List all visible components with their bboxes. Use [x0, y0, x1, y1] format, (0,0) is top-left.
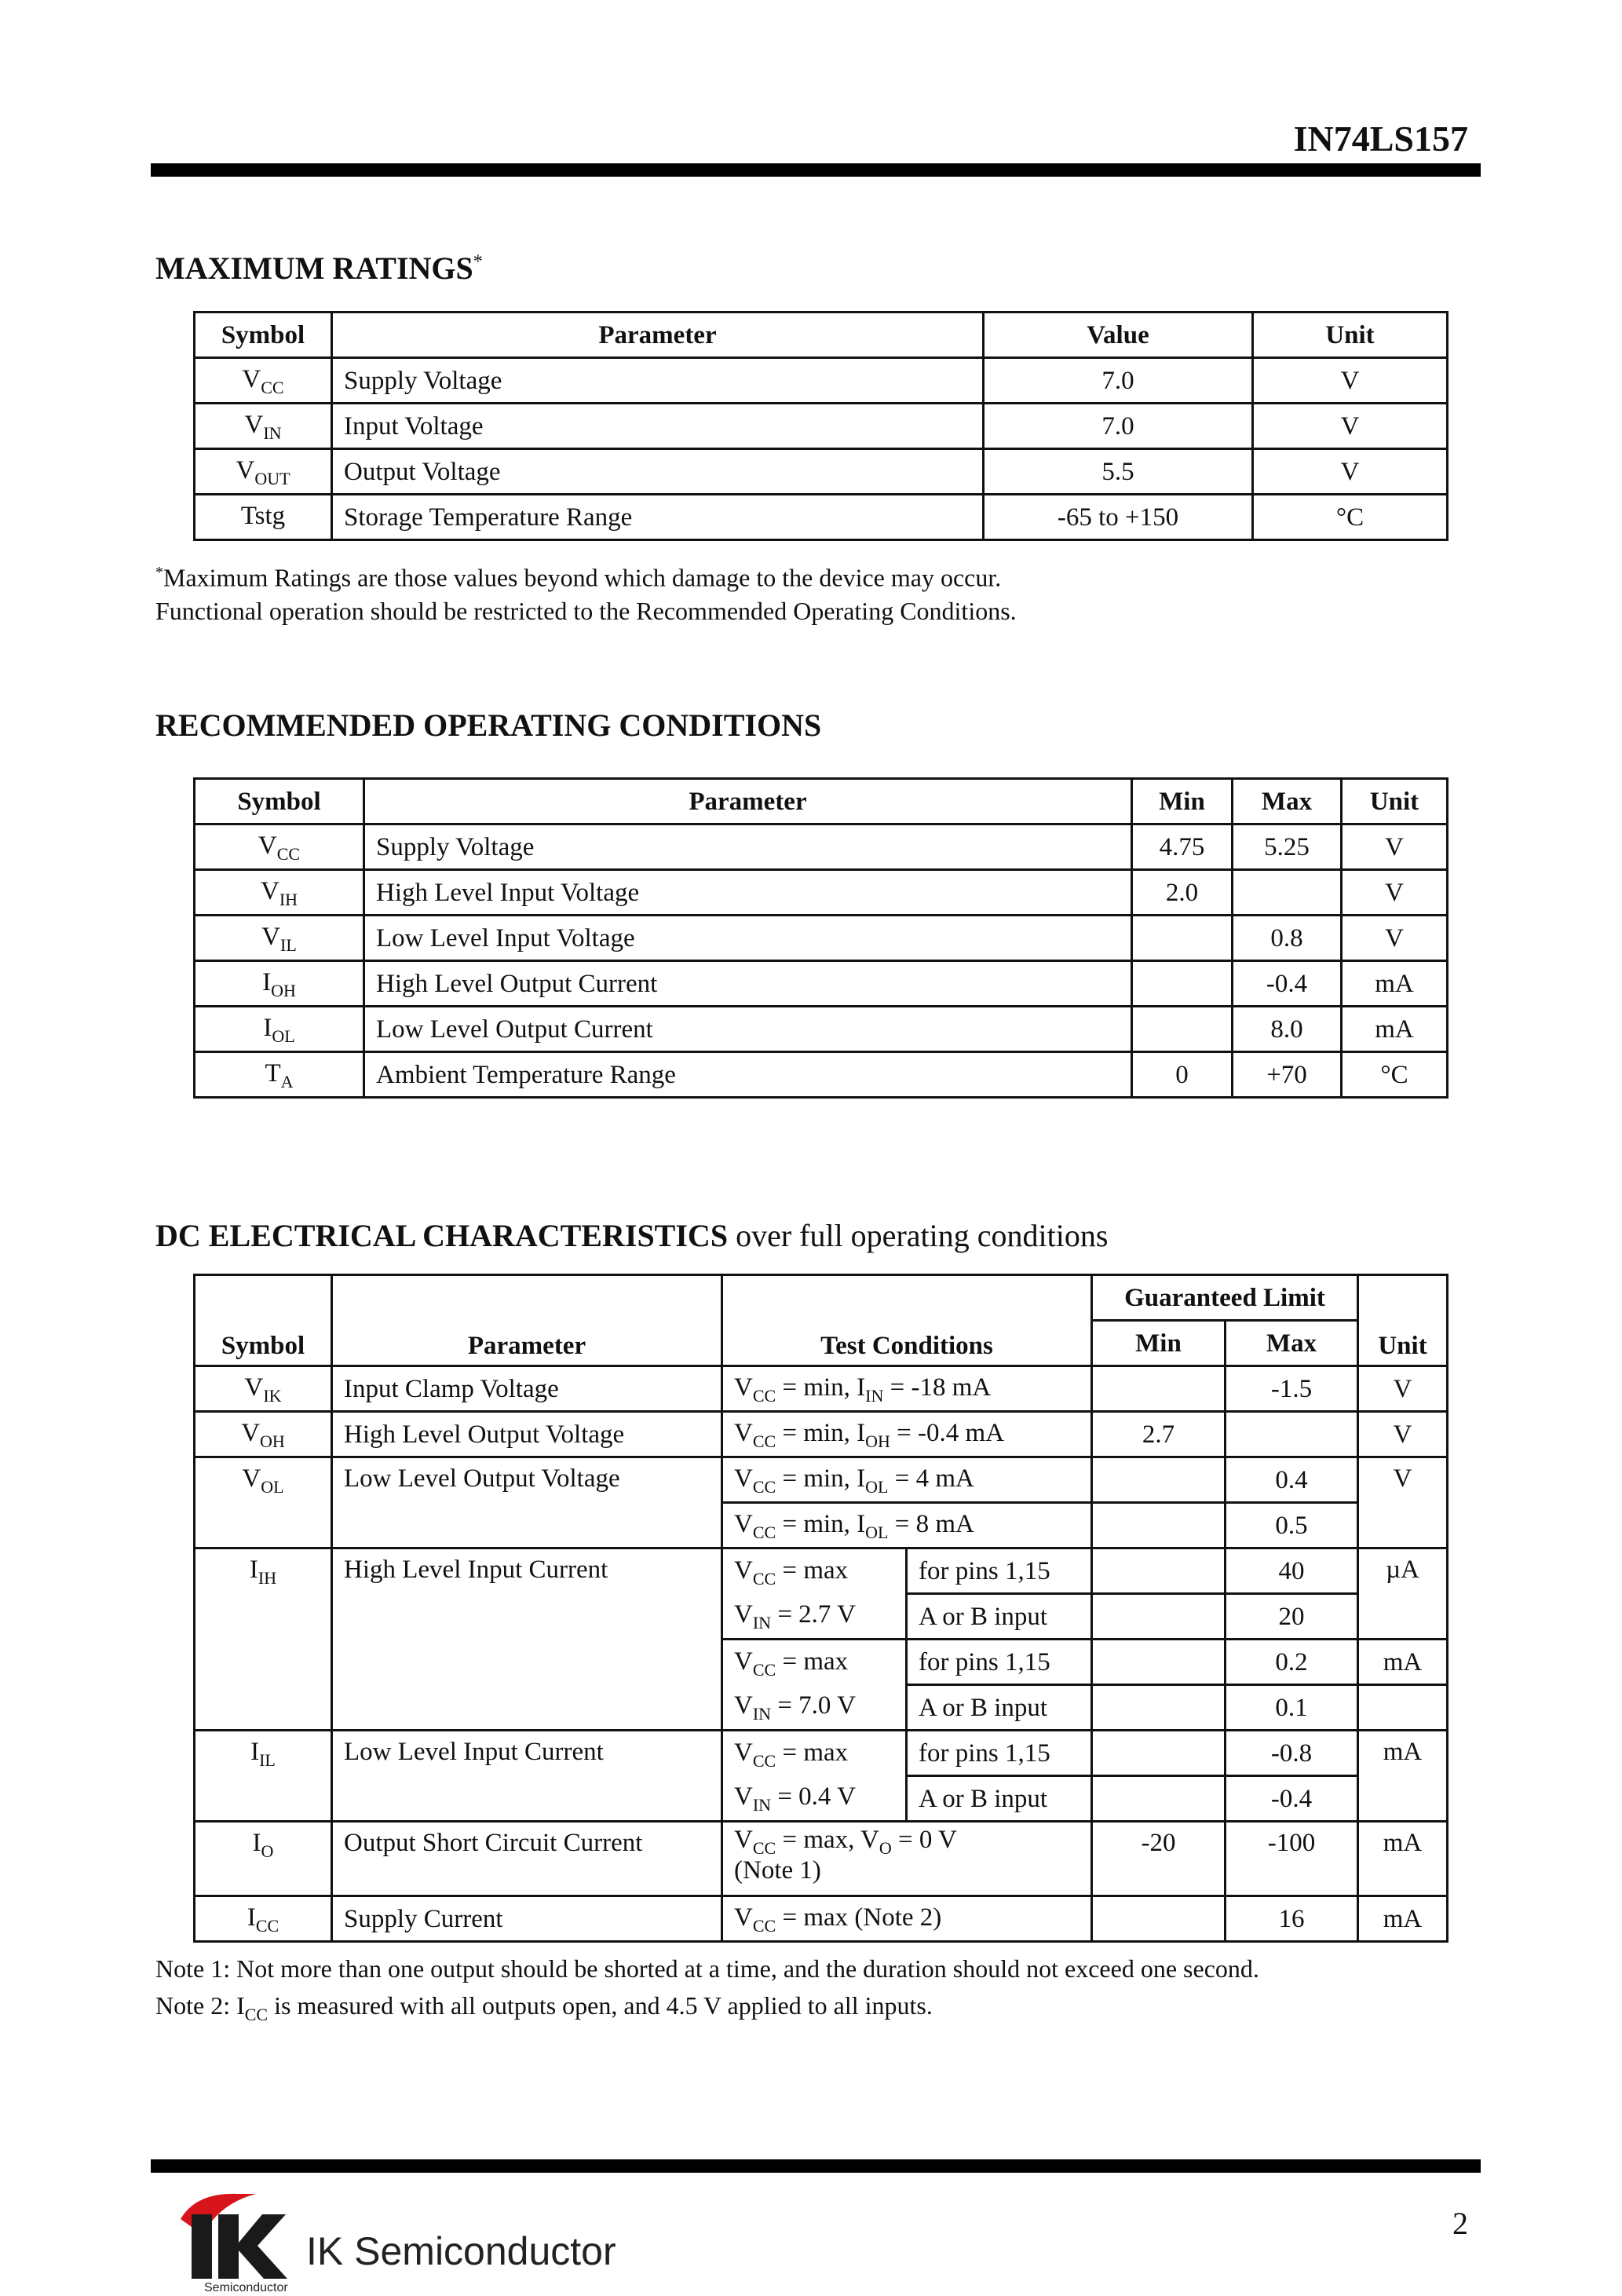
col-header-max: Max — [1233, 779, 1342, 824]
col-header-parameter: Parameter — [364, 779, 1132, 824]
table-row — [195, 1731, 1448, 1776]
max-cell: 20 — [1226, 1594, 1358, 1640]
max-cell: -100 — [1226, 1822, 1358, 1896]
unit-cell: mA — [1342, 1007, 1448, 1052]
unit-cell: µA — [1358, 1548, 1448, 1640]
symbol-cell: $V_{OH}$ — [195, 1412, 332, 1457]
test-condition-cell: $V_{CC} = \max$ — [722, 1548, 907, 1594]
min-cell: 2.7 — [1092, 1412, 1226, 1457]
min-cell — [1092, 1366, 1226, 1412]
symbol-cell: $I_{IL}$ — [195, 1731, 332, 1822]
test-condition-cell: $V_{CC} = \min$, $I_{IN} = -18$ mA — [722, 1366, 1092, 1412]
table-row — [195, 870, 1448, 916]
max-cell: -0.8 — [1226, 1731, 1358, 1776]
unit-cell: mA — [1358, 1822, 1448, 1896]
col-header-symbol: Symbol — [195, 1275, 332, 1366]
min-cell — [1092, 1548, 1226, 1594]
min-cell: -20 — [1092, 1822, 1226, 1896]
parameter-cell: High Level Input Voltage — [364, 870, 1132, 916]
max-cell: 0.8 — [1233, 916, 1342, 961]
unit-cell: V — [1358, 1366, 1448, 1412]
max-ratings-title — [155, 250, 483, 287]
pin-condition-cell: for pins 1,15 — [907, 1640, 1092, 1685]
company-logo — [165, 2188, 620, 2294]
col-header-symbol: Symbol — [195, 779, 364, 824]
col-header-symbol: Symbol — [195, 313, 332, 358]
pin-condition-cell: for pins 1,15 — [907, 1731, 1092, 1776]
unit-cell: °C — [1253, 495, 1448, 540]
value-cell: 5.5 — [984, 449, 1253, 495]
test-condition-cell: $V_{CC} = \min$, $I_{OH} = -0.4$ mA — [722, 1412, 1092, 1457]
footnote-line-2: Functional operation should be restricted to the Recommended Operating Conditions. — [155, 596, 1017, 625]
pin-condition-cell: for pins 1,15 — [907, 1548, 1092, 1594]
unit-cell: mA — [1358, 1731, 1448, 1822]
table-row — [195, 1457, 1448, 1503]
symbol-cell: $I_O$ — [195, 1822, 332, 1896]
max-cell: -1.5 — [1226, 1366, 1358, 1412]
dc-title-rest: over full operating conditions — [728, 1218, 1109, 1253]
rec-conditions-title: RECOMMENDED OPERATING CONDITIONS — [155, 707, 822, 743]
pin-condition-cell: A or B input — [907, 1594, 1092, 1640]
unit-cell: V — [1342, 916, 1448, 961]
logo-subtitle: Semiconductor — [204, 2281, 288, 2294]
part-number: IN74LS157 — [1293, 119, 1468, 159]
symbol-cell: $V_{IK}$ — [195, 1366, 332, 1412]
parameter-cell: Low Level Output Voltage — [332, 1457, 722, 1548]
test-condition-cell: $V_{IN} = 7.0$ V — [722, 1685, 907, 1731]
table-row — [195, 404, 1448, 449]
col-header-parameter: Parameter — [332, 1275, 722, 1366]
unit-cell — [1358, 1685, 1448, 1731]
dc-table — [193, 1274, 1448, 1943]
value-cell: 7.0 — [984, 404, 1253, 449]
parameter-cell: Input Clamp Voltage — [332, 1366, 722, 1412]
max-cell: 0.1 — [1226, 1685, 1358, 1731]
parameter-cell: Low Level Output Current — [364, 1007, 1132, 1052]
symbol-cell: $V_{IH}$ — [195, 870, 364, 916]
table-row — [195, 824, 1448, 870]
max-cell: 0.2 — [1226, 1640, 1358, 1685]
symbol-cell: $V_{CC}$ — [195, 824, 364, 870]
ik-logo-icon — [181, 2194, 288, 2294]
col-header-unit: Unit — [1358, 1275, 1448, 1366]
value-cell: 7.0 — [984, 358, 1253, 404]
footer-rule — [151, 2159, 1481, 2173]
parameter-cell: Supply Voltage — [332, 358, 984, 404]
min-cell: 4.75 — [1132, 824, 1233, 870]
test-condition-cell: $V_{CC} = \max$, $V_O = 0$ V (Note 1) — [722, 1822, 1092, 1896]
max-cell: -0.4 — [1226, 1776, 1358, 1822]
table-header-row — [195, 779, 1448, 824]
footnote-line-1: *Maximum Ratings are those values beyond which damage to the device may occur. — [155, 563, 1002, 592]
min-cell — [1092, 1776, 1226, 1822]
col-header-value: Value — [984, 313, 1253, 358]
max-cell — [1233, 870, 1342, 916]
table-row — [195, 358, 1448, 404]
unit-cell: V — [1253, 404, 1448, 449]
max-cell: 16 — [1226, 1896, 1358, 1942]
parameter-cell: Output Voltage — [332, 449, 984, 495]
unit-cell: mA — [1358, 1640, 1448, 1685]
parameter-cell: Ambient Temperature Range — [364, 1052, 1132, 1098]
parameter-cell: Input Voltage — [332, 404, 984, 449]
table-header-row — [195, 313, 1448, 358]
max-cell: 40 — [1226, 1548, 1358, 1594]
logo-text: IK Semiconductor — [306, 2229, 616, 2273]
symbol-cell: $I_{IH}$ — [195, 1548, 332, 1731]
symbol-cell: $V_{CC}$ — [195, 358, 332, 404]
table-row — [195, 1896, 1448, 1942]
table-row — [195, 495, 1448, 540]
symbol-cell: $T_A$ — [195, 1052, 364, 1098]
unit-cell: V — [1358, 1412, 1448, 1457]
table-row — [195, 961, 1448, 1007]
col-header-guaranteed-limit: Guaranteed Limit — [1092, 1275, 1358, 1321]
max-ratings-footnote — [155, 556, 1017, 627]
col-header-unit: Unit — [1342, 779, 1448, 824]
min-cell — [1132, 916, 1233, 961]
symbol-cell: $V_{OL}$ — [195, 1457, 332, 1548]
col-header-parameter: Parameter — [332, 313, 984, 358]
unit-cell: V — [1253, 358, 1448, 404]
max-ratings-table — [193, 311, 1448, 541]
min-cell: 0 — [1132, 1052, 1233, 1098]
min-cell: 2.0 — [1132, 870, 1233, 916]
table-row — [195, 449, 1448, 495]
max-cell: 5.25 — [1233, 824, 1342, 870]
symbol-cell: $I_{CC}$ — [195, 1896, 332, 1942]
min-cell — [1132, 961, 1233, 1007]
min-cell — [1092, 1503, 1226, 1548]
table-row — [195, 1007, 1448, 1052]
test-condition-cell: $V_{CC} = \max$ (Note 2) — [722, 1896, 1092, 1942]
col-header-unit: Unit — [1253, 313, 1448, 358]
dc-title-bold: DC ELECTRICAL CHARACTERISTICS — [155, 1218, 729, 1253]
test-condition-cell: $V_{CC} = \min$, $I_{OL} = 8$ mA — [722, 1503, 1092, 1548]
parameter-cell: Low Level Input Voltage — [364, 916, 1132, 961]
symbol-cell: $I_{OH}$ — [195, 961, 364, 1007]
table-row — [195, 1548, 1448, 1594]
col-header-min: Min — [1132, 779, 1233, 824]
pin-condition-cell: A or B input — [907, 1776, 1092, 1822]
max-cell: 0.5 — [1226, 1503, 1358, 1548]
table-row — [195, 916, 1448, 961]
note-reference: (Note 1) — [734, 1856, 821, 1885]
min-cell — [1092, 1594, 1226, 1640]
parameter-cell: High Level Input Current — [332, 1548, 722, 1731]
parameter-cell: High Level Output Voltage — [332, 1412, 722, 1457]
test-condition-cell: $V_{IN} = 2.7$ V — [722, 1594, 907, 1640]
test-condition-cell: $V_{CC} = \max$ — [722, 1640, 907, 1685]
test-condition-cell: $V_{CC} = \max$ — [722, 1731, 907, 1776]
col-header-max: Max — [1226, 1321, 1358, 1366]
min-cell — [1092, 1457, 1226, 1503]
symbol-cell: $I_{OL}$ — [195, 1007, 364, 1052]
col-header-min: Min — [1092, 1321, 1226, 1366]
symbol-cell: Tstg — [195, 495, 332, 540]
unit-cell: V — [1358, 1457, 1448, 1548]
unit-cell: V — [1342, 870, 1448, 916]
value-cell: -65 to +150 — [984, 495, 1253, 540]
parameter-cell: Supply Voltage — [364, 824, 1132, 870]
rec-conditions-table — [193, 777, 1448, 1099]
min-cell — [1092, 1896, 1226, 1942]
table-row — [195, 1412, 1448, 1457]
table-row — [195, 1052, 1448, 1098]
min-cell — [1092, 1731, 1226, 1776]
symbol-cell: $V_{IN}$ — [195, 404, 332, 449]
parameter-cell: Low Level Input Current — [332, 1731, 722, 1822]
test-condition-cell: $V_{IN} = 0.4$ V — [722, 1776, 907, 1822]
col-header-test-conditions: Test Conditions — [722, 1275, 1092, 1366]
dc-title — [155, 1217, 1108, 1254]
parameter-cell: Output Short Circuit Current — [332, 1822, 722, 1896]
unit-cell: °C — [1342, 1052, 1448, 1098]
header-rule — [151, 163, 1481, 177]
unit-cell: mA — [1358, 1896, 1448, 1942]
min-cell — [1092, 1640, 1226, 1685]
unit-cell: mA — [1342, 961, 1448, 1007]
min-cell — [1132, 1007, 1233, 1052]
max-cell: +70 — [1233, 1052, 1342, 1098]
table-row — [195, 1822, 1448, 1896]
max-cell: 0.4 — [1226, 1457, 1358, 1503]
max-cell: -0.4 — [1233, 961, 1342, 1007]
page-number: 2 — [1452, 2206, 1468, 2241]
symbol-cell: $V_{OUT}$ — [195, 449, 332, 495]
unit-cell: V — [1342, 824, 1448, 870]
table-row — [195, 1366, 1448, 1412]
max-cell: 8.0 — [1233, 1007, 1342, 1052]
parameter-cell: High Level Output Current — [364, 961, 1132, 1007]
pin-condition-cell: A or B input — [907, 1685, 1092, 1731]
symbol-cell: $V_{IL}$ — [195, 916, 364, 961]
note-1: Note 1: Not more than one output should be shorted at a time, and the duration should not exceed one second. — [155, 1954, 1259, 1983]
max-ratings-asterisk: * — [473, 251, 483, 272]
max-cell — [1226, 1412, 1358, 1457]
dc-notes — [155, 1951, 1259, 2027]
max-ratings-title-text: MAXIMUM RATINGS — [155, 250, 473, 286]
test-condition-cell: $V_{CC} = \min$, $I_{OL} = 4$ mA — [722, 1457, 1092, 1503]
note-2: Note 2: $I_{CC}$ is measured with all outputs open, and 4.5 V applied to all inputs. — [155, 1991, 933, 2024]
unit-cell: V — [1253, 449, 1448, 495]
parameter-cell: Storage Temperature Range — [332, 495, 984, 540]
table-header-row — [195, 1275, 1448, 1321]
parameter-cell: Supply Current — [332, 1896, 722, 1942]
min-cell — [1092, 1685, 1226, 1731]
